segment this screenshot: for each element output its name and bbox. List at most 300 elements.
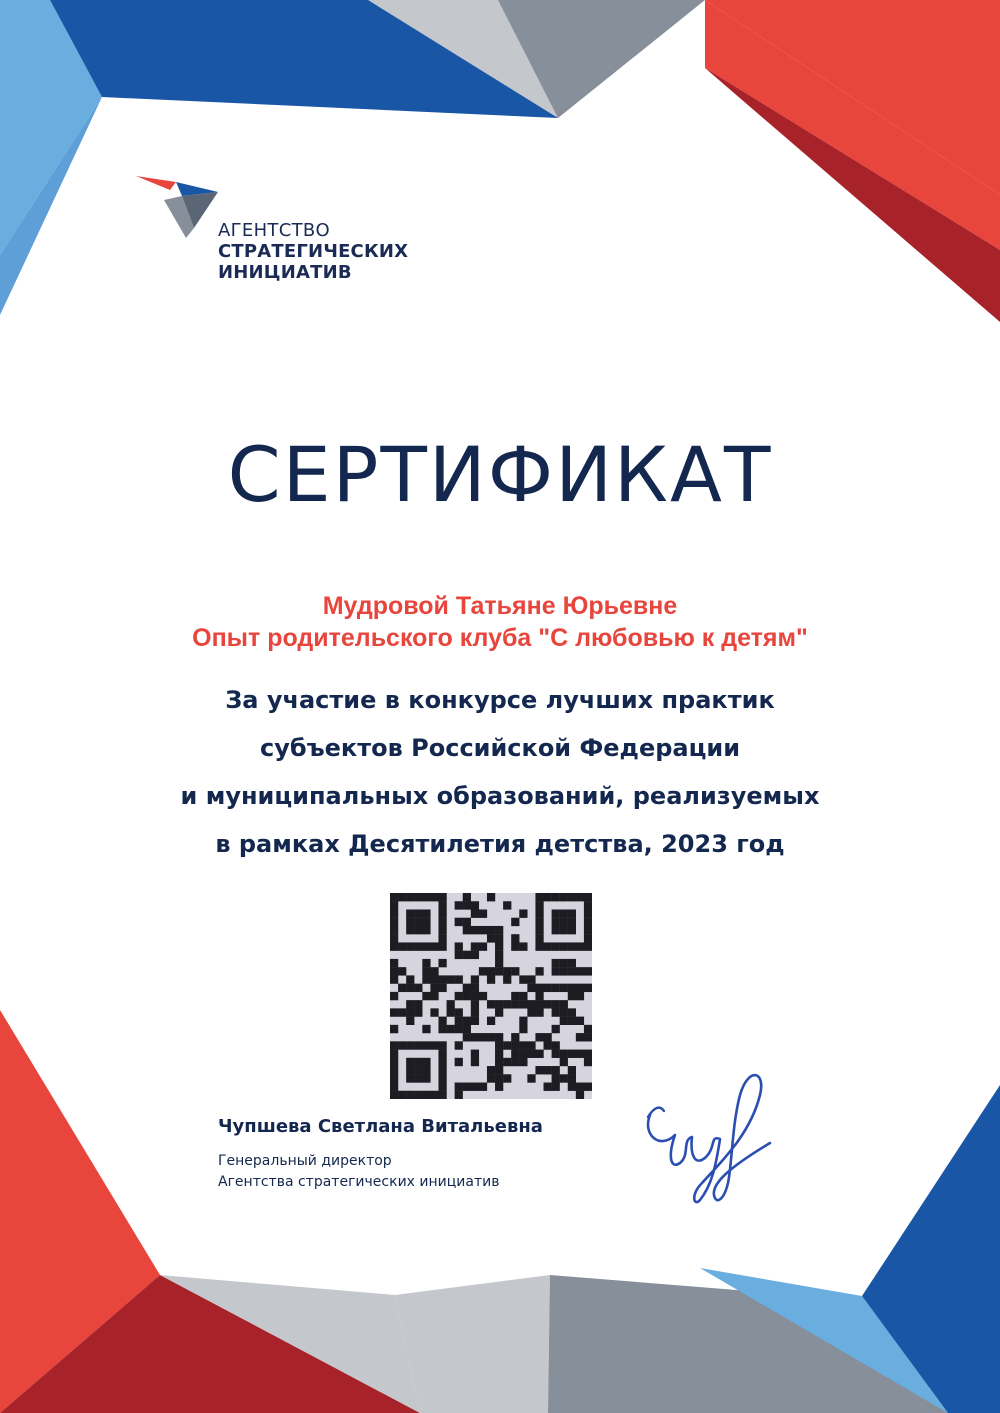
qr-module — [463, 1033, 471, 1041]
signatory-name: Чупшева Светлана Витальевна — [218, 1116, 543, 1137]
qr-module — [406, 975, 414, 983]
qr-module — [584, 1083, 592, 1091]
qr-module — [584, 934, 592, 942]
qr-module — [535, 967, 543, 975]
qr-module — [406, 918, 414, 926]
qr-module — [576, 984, 584, 992]
certificate-title: СЕРТИФИКАТ — [227, 430, 773, 519]
qr-module — [471, 926, 479, 934]
qr-module — [519, 1025, 527, 1033]
qr-module — [495, 934, 503, 942]
certificate-description — [0, 676, 1000, 868]
qr-module — [527, 984, 535, 992]
qr-module — [438, 926, 446, 934]
qr-module — [455, 918, 463, 926]
qr-module — [535, 909, 543, 917]
qr-module — [406, 1074, 414, 1082]
qr-module — [390, 1066, 398, 1074]
qr-module — [495, 951, 503, 959]
qr-module — [535, 942, 543, 950]
qr-module — [568, 942, 576, 950]
qr-module — [479, 1083, 487, 1091]
qr-module — [487, 1074, 495, 1082]
qr-module — [568, 1050, 576, 1058]
qr-module — [511, 967, 519, 975]
handwritten-signature — [620, 1055, 790, 1225]
description-line: и муниципальных образований, реализуемых — [180, 782, 820, 810]
qr-module — [527, 1008, 535, 1016]
qr-code — [390, 893, 592, 1099]
qr-module — [544, 984, 552, 992]
qr-module — [519, 909, 527, 917]
qr-module — [438, 934, 446, 942]
qr-module — [390, 893, 398, 901]
qr-module — [519, 1058, 527, 1066]
qr-module — [390, 1074, 398, 1082]
qr-module — [390, 1050, 398, 1058]
qr-module — [511, 934, 519, 942]
qr-module — [438, 942, 446, 950]
qr-module — [422, 1058, 430, 1066]
qr-module — [479, 909, 487, 917]
qr-module — [519, 1017, 527, 1025]
qr-module — [495, 1041, 503, 1049]
qr-module — [455, 1041, 463, 1049]
qr-module — [471, 1017, 479, 1025]
qr-module — [455, 1091, 463, 1099]
qr-module — [471, 1050, 479, 1058]
qr-module — [471, 992, 479, 1000]
qr-module — [576, 1091, 584, 1099]
qr-module — [527, 1041, 535, 1049]
qr-module — [584, 1033, 592, 1041]
qr-module — [438, 909, 446, 917]
qr-module — [406, 1017, 414, 1025]
qr-module — [398, 893, 406, 901]
qr-module — [584, 942, 592, 950]
qr-module — [560, 1058, 568, 1066]
qr-module — [503, 1000, 511, 1008]
qr-module — [568, 1074, 576, 1082]
qr-module — [398, 984, 406, 992]
qr-module — [487, 1000, 495, 1008]
qr-module — [447, 1008, 455, 1016]
organization-logo — [134, 172, 434, 292]
qr-module — [455, 1058, 463, 1066]
qr-module — [584, 918, 592, 926]
qr-module — [511, 918, 519, 926]
qr-module — [527, 975, 535, 983]
qr-module — [552, 1041, 560, 1049]
qr-module — [398, 942, 406, 950]
qr-module — [560, 959, 568, 967]
qr-module — [584, 1058, 592, 1066]
qr-module — [495, 1050, 503, 1058]
qr-module — [422, 893, 430, 901]
qr-module — [438, 984, 446, 992]
logo-line-3: ИНИЦИАТИВ — [218, 262, 352, 283]
qr-module — [398, 1091, 406, 1099]
qr-module — [568, 984, 576, 992]
qr-module — [463, 1025, 471, 1033]
qr-module — [479, 967, 487, 975]
qr-module — [438, 1058, 446, 1066]
qr-module — [519, 942, 527, 950]
qr-module — [584, 909, 592, 917]
qr-module — [438, 1091, 446, 1099]
qr-module — [487, 975, 495, 983]
qr-module — [414, 1000, 422, 1008]
qr-module — [576, 992, 584, 1000]
qr-module — [584, 901, 592, 909]
qr-module — [406, 1091, 414, 1099]
qr-module — [414, 1008, 422, 1016]
qr-module — [576, 1083, 584, 1091]
qr-module — [438, 1066, 446, 1074]
qr-module — [552, 942, 560, 950]
qr-module — [584, 1050, 592, 1058]
qr-module — [414, 1058, 422, 1066]
qr-module — [552, 1074, 560, 1082]
qr-module — [495, 1000, 503, 1008]
qr-module — [568, 959, 576, 967]
qr-module — [438, 901, 446, 909]
qr-module — [390, 1091, 398, 1099]
qr-module — [406, 1058, 414, 1066]
qr-module — [568, 926, 576, 934]
qr-module — [463, 901, 471, 909]
qr-module — [430, 1091, 438, 1099]
qr-module — [438, 893, 446, 901]
qr-module — [503, 1041, 511, 1049]
qr-module — [527, 1074, 535, 1082]
qr-module — [552, 967, 560, 975]
qr-module — [519, 975, 527, 983]
qr-module — [576, 893, 584, 901]
qr-module — [511, 1058, 519, 1066]
qr-module — [552, 918, 560, 926]
qr-module — [503, 975, 511, 983]
qr-module — [463, 918, 471, 926]
qr-module — [503, 901, 511, 909]
qr-module — [584, 1025, 592, 1033]
qr-module — [422, 959, 430, 967]
qr-module — [430, 942, 438, 950]
qr-module — [455, 992, 463, 1000]
signatory-block — [218, 1116, 543, 1193]
qr-module — [552, 926, 560, 934]
qr-module — [544, 1000, 552, 1008]
qr-module — [422, 926, 430, 934]
qr-module — [406, 926, 414, 934]
qr-module — [390, 959, 398, 967]
qr-module — [390, 1008, 398, 1016]
qr-module — [495, 1008, 503, 1016]
qr-module — [438, 1050, 446, 1058]
description-line: За участие в конкурсе лучших практик — [225, 686, 775, 714]
qr-module — [463, 893, 471, 901]
qr-module — [422, 1091, 430, 1099]
qr-module — [495, 926, 503, 934]
qr-module — [568, 1083, 576, 1091]
qr-module — [422, 1066, 430, 1074]
decor-shape — [395, 1275, 550, 1413]
qr-module — [471, 1083, 479, 1091]
qr-module — [438, 975, 446, 983]
qr-module — [447, 1000, 455, 1008]
qr-module — [422, 942, 430, 950]
qr-module — [430, 967, 438, 975]
qr-module — [438, 918, 446, 926]
qr-module — [576, 967, 584, 975]
qr-module — [471, 901, 479, 909]
qr-module — [479, 926, 487, 934]
qr-module — [584, 967, 592, 975]
qr-module — [560, 1008, 568, 1016]
qr-module — [584, 926, 592, 934]
qr-module — [414, 1041, 422, 1049]
qr-module — [414, 926, 422, 934]
qr-module — [560, 1017, 568, 1025]
qr-module — [535, 893, 543, 901]
qr-module — [471, 1033, 479, 1041]
qr-module — [519, 1050, 527, 1058]
qr-module — [576, 1050, 584, 1058]
qr-module — [463, 1083, 471, 1091]
qr-module — [430, 992, 438, 1000]
qr-module — [406, 984, 414, 992]
qr-module — [479, 1033, 487, 1041]
qr-module — [495, 1083, 503, 1091]
asi-logo-icon — [134, 172, 224, 242]
qr-module — [455, 1025, 463, 1033]
qr-module — [406, 942, 414, 950]
qr-module — [560, 1000, 568, 1008]
qr-module — [560, 967, 568, 975]
qr-module — [503, 967, 511, 975]
qr-module — [576, 1017, 584, 1025]
qr-module — [511, 1050, 519, 1058]
qr-module — [519, 1041, 527, 1049]
qr-module — [495, 942, 503, 950]
qr-module — [552, 984, 560, 992]
qr-module — [430, 893, 438, 901]
qr-module — [511, 942, 519, 950]
qr-module — [544, 942, 552, 950]
qr-module — [479, 992, 487, 1000]
description-line: в рамках Десятилетия детства, 2023 год — [215, 830, 785, 858]
qr-module — [568, 893, 576, 901]
qr-module — [406, 1008, 414, 1016]
qr-module — [560, 909, 568, 917]
qr-module — [535, 984, 543, 992]
qr-module — [584, 984, 592, 992]
qr-module — [568, 1017, 576, 1025]
qr-module — [487, 1066, 495, 1074]
qr-module — [495, 1033, 503, 1041]
qr-module — [390, 942, 398, 950]
qr-module — [390, 934, 398, 942]
qr-module — [544, 1083, 552, 1091]
qr-module — [495, 1074, 503, 1082]
qr-module — [455, 975, 463, 983]
qr-module — [568, 909, 576, 917]
qr-module — [552, 1008, 560, 1016]
qr-module — [414, 942, 422, 950]
qr-module — [511, 1000, 519, 1008]
qr-module — [535, 992, 543, 1000]
qr-module — [422, 967, 430, 975]
qr-module — [471, 1058, 479, 1066]
qr-module — [535, 1000, 543, 1008]
qr-module — [455, 1083, 463, 1091]
qr-module — [406, 909, 414, 917]
qr-module — [406, 1041, 414, 1049]
qr-module — [438, 1083, 446, 1091]
qr-module — [422, 1074, 430, 1082]
qr-module — [463, 951, 471, 959]
qr-module — [544, 1041, 552, 1049]
qr-module — [471, 942, 479, 950]
signatory-position: Генеральный директор — [218, 1153, 392, 1169]
qr-module — [568, 918, 576, 926]
qr-module — [560, 926, 568, 934]
qr-module — [398, 1041, 406, 1049]
qr-module — [430, 984, 438, 992]
qr-module — [535, 926, 543, 934]
qr-module — [447, 1025, 455, 1033]
qr-module — [479, 942, 487, 950]
qr-module — [552, 893, 560, 901]
qr-module — [552, 959, 560, 967]
qr-module — [487, 893, 495, 901]
qr-module — [463, 926, 471, 934]
qr-module — [535, 934, 543, 942]
qr-module — [560, 918, 568, 926]
description-line: субъектов Российской Федерации — [259, 734, 741, 762]
qr-module — [503, 1074, 511, 1082]
qr-module — [495, 967, 503, 975]
project-name: Опыт родительского клуба "С любовью к детям" — [192, 624, 808, 652]
qr-module — [552, 1083, 560, 1091]
qr-module — [552, 1025, 560, 1033]
qr-module — [438, 1074, 446, 1082]
qr-module — [471, 984, 479, 992]
qr-module — [535, 1066, 543, 1074]
qr-module — [487, 1017, 495, 1025]
qr-module — [471, 1000, 479, 1008]
qr-module — [503, 1058, 511, 1066]
qr-module — [390, 1025, 398, 1033]
qr-module — [552, 1000, 560, 1008]
qr-module — [455, 901, 463, 909]
qr-module — [487, 926, 495, 934]
qr-module — [535, 1050, 543, 1058]
logo-line-2: СТРАТЕГИЧЕСКИХ — [218, 241, 409, 262]
qr-module — [422, 909, 430, 917]
qr-module — [511, 992, 519, 1000]
qr-module — [535, 1008, 543, 1016]
qr-module — [544, 1033, 552, 1041]
qr-module — [471, 951, 479, 959]
qr-module — [552, 1050, 560, 1058]
qr-module — [519, 1000, 527, 1008]
qr-module — [552, 909, 560, 917]
recipient-name: Мудровой Татьяне Юрьевне — [322, 592, 678, 620]
qr-module — [422, 918, 430, 926]
qr-module — [390, 967, 398, 975]
qr-module — [495, 959, 503, 967]
qr-module — [471, 975, 479, 983]
qr-module — [390, 909, 398, 917]
qr-module — [552, 1066, 560, 1074]
qr-module — [390, 1083, 398, 1091]
signatory-organization: Агентства стратегических инициатив — [218, 1174, 500, 1190]
qr-module — [544, 1066, 552, 1074]
qr-module — [438, 1041, 446, 1049]
qr-module — [527, 1000, 535, 1008]
qr-module — [560, 984, 568, 992]
qr-module — [447, 975, 455, 983]
qr-module — [414, 1074, 422, 1082]
qr-module — [406, 1000, 414, 1008]
qr-module — [535, 918, 543, 926]
qr-module — [535, 901, 543, 909]
qr-module — [414, 984, 422, 992]
qr-module — [390, 992, 398, 1000]
qr-module — [455, 942, 463, 950]
qr-module — [584, 893, 592, 901]
qr-module — [519, 992, 527, 1000]
qr-module — [544, 893, 552, 901]
qr-module — [390, 926, 398, 934]
qr-module — [560, 942, 568, 950]
qr-module — [422, 992, 430, 1000]
organization-name — [218, 220, 408, 283]
qr-module — [455, 951, 463, 959]
qr-module — [568, 1066, 576, 1074]
qr-module — [487, 1033, 495, 1041]
qr-module — [560, 1074, 568, 1082]
qr-module — [398, 1008, 406, 1016]
qr-module — [495, 1058, 503, 1066]
qr-module — [430, 1041, 438, 1049]
qr-module — [487, 967, 495, 975]
qr-module — [414, 1091, 422, 1099]
qr-module — [568, 992, 576, 1000]
qr-module — [463, 1017, 471, 1025]
qr-module — [576, 942, 584, 950]
qr-module — [390, 1058, 398, 1066]
qr-module — [414, 909, 422, 917]
qr-module — [560, 893, 568, 901]
qr-module — [568, 967, 576, 975]
qr-module — [511, 1041, 519, 1049]
qr-module — [414, 1066, 422, 1074]
recipient-block — [0, 590, 1000, 654]
qr-module — [390, 975, 398, 983]
qr-module — [422, 1025, 430, 1033]
qr-module — [455, 1017, 463, 1025]
qr-module — [495, 1066, 503, 1074]
qr-module — [487, 934, 495, 942]
qr-module — [455, 1008, 463, 1016]
qr-module — [560, 1050, 568, 1058]
logo-line-1: АГЕНТСТВО — [218, 220, 330, 241]
qr-module — [430, 1008, 438, 1016]
qr-module — [390, 1041, 398, 1049]
qr-module — [463, 984, 471, 992]
